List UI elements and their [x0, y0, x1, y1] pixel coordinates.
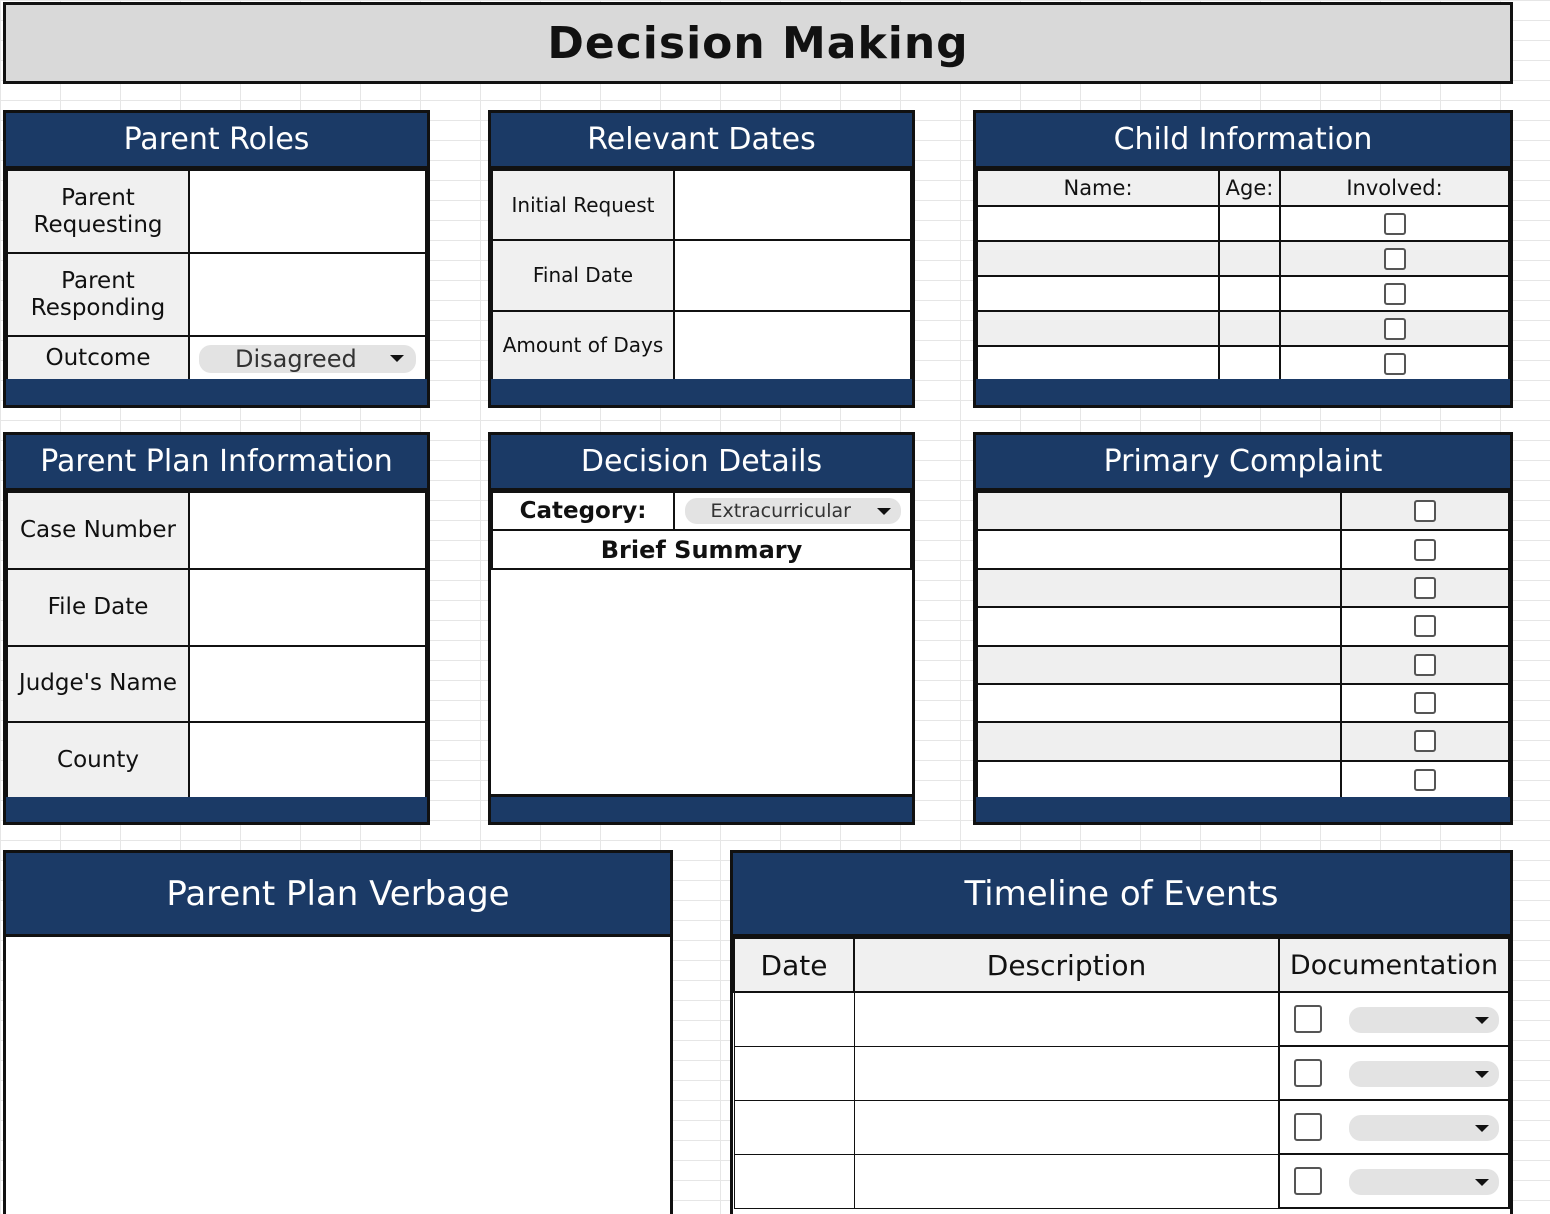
complaint-cell[interactable] — [977, 684, 1341, 722]
chevron-down-icon — [1475, 1017, 1489, 1024]
primary-complaint-header: Primary Complaint — [976, 435, 1510, 491]
parent-plan-verbage-text-area[interactable] — [6, 937, 670, 1214]
documentation-checkbox[interactable] — [1294, 1059, 1322, 1087]
involved-checkbox[interactable] — [1384, 213, 1406, 235]
child-information-panel — [973, 110, 1513, 408]
documentation-checkbox[interactable] — [1294, 1005, 1322, 1033]
timeline-date-cell[interactable] — [734, 1154, 854, 1208]
final-date-label: Final Date — [492, 240, 674, 310]
table-row — [977, 241, 1509, 276]
involved-checkbox[interactable] — [1384, 353, 1406, 375]
table-row — [977, 684, 1509, 722]
brief-summary-label: Brief Summary — [492, 530, 911, 569]
timeline-date-cell[interactable] — [734, 1100, 854, 1154]
table-row — [977, 530, 1509, 568]
child-age-cell[interactable] — [1219, 346, 1280, 381]
primary-complaint-footer — [976, 797, 1510, 822]
category-cell — [674, 492, 911, 530]
table-row — [977, 346, 1509, 381]
table-row — [977, 569, 1509, 607]
case-number-cell[interactable] — [189, 492, 426, 569]
chevron-down-icon — [390, 355, 404, 362]
parent-requesting-label: Parent Requesting — [7, 170, 189, 253]
chevron-down-icon — [1475, 1179, 1489, 1186]
parent-requesting-cell[interactable] — [189, 170, 426, 253]
timeline-description-cell[interactable] — [854, 1154, 1279, 1208]
initial-request-label: Initial Request — [492, 170, 674, 240]
child-name-cell[interactable] — [977, 311, 1219, 346]
complaint-cell[interactable] — [977, 722, 1341, 760]
amount-of-days-cell[interactable] — [674, 311, 911, 381]
final-date-cell[interactable] — [674, 240, 911, 310]
category-dropdown-value: Extracurricular — [710, 500, 851, 522]
complaint-checkbox[interactable] — [1414, 692, 1436, 714]
complaint-checkbox[interactable] — [1414, 539, 1436, 561]
initial-request-cell[interactable] — [674, 170, 911, 240]
page-title: Decision Making — [3, 2, 1513, 84]
outcome-dropdown[interactable] — [199, 345, 416, 373]
documentation-column-header: Documentation — [1279, 938, 1509, 992]
complaint-checkbox[interactable] — [1414, 730, 1436, 752]
parent-roles-panel — [3, 110, 430, 408]
documentation-dropdown[interactable] — [1349, 1061, 1499, 1087]
child-information-header: Child Information — [976, 113, 1510, 169]
child-involved-column-header: Involved: — [1280, 170, 1509, 206]
complaint-cell[interactable] — [977, 569, 1341, 607]
complaint-cell[interactable] — [977, 530, 1341, 568]
timeline-header: Timeline of Events — [733, 853, 1510, 937]
child-age-cell[interactable] — [1219, 206, 1280, 241]
relevant-dates-header: Relevant Dates — [491, 113, 912, 169]
child-name-cell[interactable] — [977, 206, 1219, 241]
child-information-footer — [976, 379, 1510, 405]
child-name-cell[interactable] — [977, 276, 1219, 311]
documentation-checkbox[interactable] — [1294, 1167, 1322, 1195]
table-row — [977, 276, 1509, 311]
parent-plan-information-header: Parent Plan Information — [6, 435, 427, 491]
table-row — [977, 722, 1509, 760]
table-row — [977, 206, 1509, 241]
complaint-cell[interactable] — [977, 646, 1341, 684]
documentation-checkbox[interactable] — [1294, 1113, 1322, 1141]
documentation-dropdown[interactable] — [1349, 1169, 1499, 1195]
judges-name-label: Judge's Name — [7, 646, 189, 723]
chevron-down-icon — [877, 508, 891, 515]
table-row — [977, 492, 1509, 530]
timeline-description-cell[interactable] — [854, 1100, 1279, 1154]
table-row — [977, 761, 1509, 799]
parent-plan-information-footer — [6, 797, 427, 822]
amount-of-days-label: Amount of Days — [492, 311, 674, 381]
county-label: County — [7, 722, 189, 799]
chevron-down-icon — [1475, 1125, 1489, 1132]
table-row — [734, 1046, 1509, 1100]
documentation-dropdown[interactable] — [1349, 1115, 1499, 1141]
relevant-dates-panel — [488, 110, 915, 408]
judges-name-cell[interactable] — [189, 646, 426, 723]
complaint-cell[interactable] — [977, 607, 1341, 645]
parent-responding-label: Parent Responding — [7, 253, 189, 336]
county-cell[interactable] — [189, 722, 426, 799]
timeline-date-cell[interactable] — [734, 992, 854, 1046]
case-number-label: Case Number — [7, 492, 189, 569]
complaint-checkbox[interactable] — [1414, 654, 1436, 676]
parent-responding-cell[interactable] — [189, 253, 426, 336]
complaint-checkbox[interactable] — [1414, 500, 1436, 522]
involved-checkbox[interactable] — [1384, 318, 1406, 340]
chevron-down-icon — [1475, 1071, 1489, 1078]
documentation-dropdown[interactable] — [1349, 1007, 1499, 1033]
table-row — [734, 992, 1509, 1046]
complaint-cell[interactable] — [977, 761, 1341, 799]
timeline-description-cell[interactable] — [854, 1046, 1279, 1100]
decision-details-footer — [491, 794, 912, 822]
complaint-checkbox[interactable] — [1414, 615, 1436, 637]
parent-plan-verbage-header: Parent Plan Verbage — [6, 853, 670, 937]
child-age-cell[interactable] — [1219, 311, 1280, 346]
timeline-panel — [730, 850, 1513, 1214]
primary-complaint-panel — [973, 432, 1513, 825]
child-age-cell[interactable] — [1219, 241, 1280, 276]
relevant-dates-footer — [491, 379, 912, 405]
table-row — [977, 607, 1509, 645]
category-dropdown[interactable] — [685, 498, 901, 524]
table-row — [977, 311, 1509, 346]
outcome-label: Outcome — [7, 336, 189, 381]
complaint-checkbox[interactable] — [1414, 769, 1436, 791]
parent-plan-information-panel — [3, 432, 430, 825]
date-column-header: Date — [734, 938, 854, 992]
involved-checkbox[interactable] — [1384, 248, 1406, 270]
brief-summary-area[interactable] — [491, 570, 912, 800]
table-row — [977, 646, 1509, 684]
child-age-cell[interactable] — [1219, 276, 1280, 311]
file-date-label: File Date — [7, 569, 189, 646]
parent-roles-header: Parent Roles — [6, 113, 427, 169]
complaint-checkbox[interactable] — [1414, 577, 1436, 599]
category-label: Category: — [492, 492, 674, 530]
parent-roles-footer — [6, 379, 427, 405]
decision-details-panel — [488, 432, 915, 825]
outcome-dropdown-value: Disagreed — [235, 344, 357, 373]
file-date-cell[interactable] — [189, 569, 426, 646]
involved-checkbox[interactable] — [1384, 283, 1406, 305]
outcome-cell — [189, 336, 426, 381]
complaint-cell[interactable] — [977, 492, 1341, 530]
timeline-description-cell[interactable] — [854, 992, 1279, 1046]
child-age-column-header: Age: — [1219, 170, 1280, 206]
timeline-date-cell[interactable] — [734, 1046, 854, 1100]
parent-plan-verbage-panel — [3, 850, 673, 1214]
description-column-header: Description — [854, 938, 1279, 992]
child-name-column-header: Name: — [977, 170, 1219, 206]
decision-details-header: Decision Details — [491, 435, 912, 491]
table-row — [734, 1154, 1509, 1208]
child-name-cell[interactable] — [977, 346, 1219, 381]
table-row — [734, 1100, 1509, 1154]
child-name-cell[interactable] — [977, 241, 1219, 276]
